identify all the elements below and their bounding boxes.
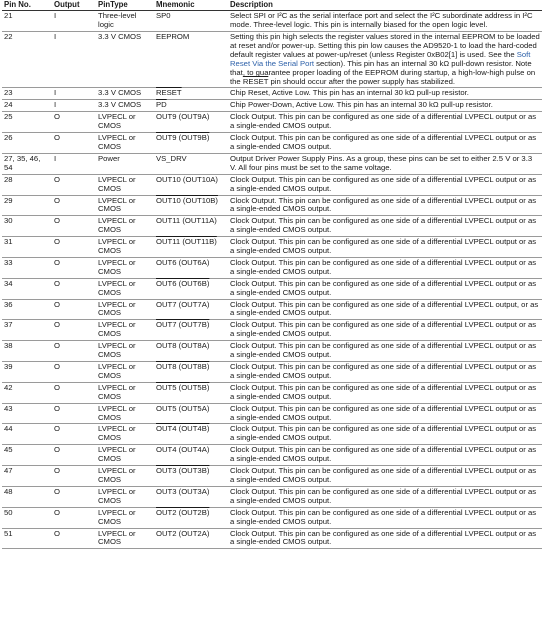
pin-type-cell: Power (96, 153, 154, 174)
pin-number-cell: 23 (2, 88, 52, 100)
description-text: Clock Output. This pin can be configured as one side of a differential LVPECL output, or as a single-ended CMOS output. (230, 299, 539, 318)
table-header-row (2, 0, 542, 11)
pin-type-cell: LVPECL or CMOS (96, 528, 154, 549)
description-cell (228, 445, 542, 466)
description-text: Select SPI or I²C as the serial interface port and select the I²C subordinate address in I²C mode. Three-level logic. This pin is internally biased for the open logic level. (230, 11, 533, 30)
description-text: Chip Power-Down, Active Low. This pin has an internal 30 kΩ pull-up resistor. (230, 100, 493, 110)
description-text: Clock Output. This pin can be configured as one side of a differential LVPECL output or as a single-ended CMOS output. (230, 528, 537, 547)
table-row (2, 320, 542, 341)
mnemonic-cell (154, 216, 228, 237)
mnemonic-cell (154, 507, 228, 528)
pin-type-cell: LVPECL or CMOS (96, 362, 154, 383)
description-text: Clock Output. This pin can be configured as one side of a differential LVPECL output or as a single-ended CMOS output. (230, 320, 537, 339)
mnemonic-text: OUT7 (OUT7B) (156, 320, 210, 330)
description-link[interactable]: Soft Reset Via the Serial Port (230, 49, 531, 68)
pin-number-cell: 22 (2, 32, 52, 88)
pin-number-cell: 47 (2, 466, 52, 487)
mnemonic-cell (154, 528, 228, 549)
description-cell (228, 11, 542, 32)
io-cell: I (52, 11, 96, 32)
pin-type-cell: LVPECL or CMOS (96, 195, 154, 216)
table-row (2, 153, 542, 174)
mnemonic-text: OUT3 (OUT3B) (156, 466, 210, 476)
mnemonic-cell (154, 341, 228, 362)
io-cell: O (52, 195, 96, 216)
pin-number-cell: 51 (2, 528, 52, 549)
mnemonic-text: OUT11 (OUT11A) (156, 216, 217, 226)
io-cell: O (52, 133, 96, 154)
description-cell (228, 216, 542, 237)
pin-type-cell: LVPECL or CMOS (96, 466, 154, 487)
description-text: Clock Output. This pin can be configured as one side of a differential LVPECL output or as a single-ended CMOS output. (230, 237, 537, 256)
table-row (2, 424, 542, 445)
pin-type-cell: LVPECL or CMOS (96, 445, 154, 466)
mnemonic-cell (154, 362, 228, 383)
table-row (2, 195, 542, 216)
header-io-bottom: Output (54, 0, 80, 9)
table-row (2, 112, 542, 133)
io-cell: O (52, 257, 96, 278)
description-text: Clock Output. This pin can be configured as one side of a differential LVPECL output or as a single-ended CMOS output. (230, 362, 537, 380)
table-row (2, 362, 542, 383)
description-text: Clock Output. This pin can be configured as one side of a differential LVPECL output or as a single-ended CMOS output. (230, 133, 537, 151)
description-cell (228, 299, 542, 320)
mnemonic-cell (154, 133, 228, 154)
pin-number-cell: 28 (2, 174, 52, 195)
table-row (2, 88, 542, 100)
mnemonic-cell (154, 424, 228, 445)
pin-type-cell: LVPECL or CMOS (96, 341, 154, 362)
pin-type-cell: Three-level logic (96, 11, 154, 32)
io-cell: O (52, 362, 96, 383)
mnemonic-cell (154, 88, 228, 100)
pin-type-cell: LVPECL or CMOS (96, 507, 154, 528)
pin-type-cell: 3.3 V CMOS (96, 32, 154, 88)
io-cell: I (52, 153, 96, 174)
description-cell (228, 507, 542, 528)
mnemonic-text: OUT4 (OUT4A) (156, 445, 210, 455)
description-text: Chip Reset, Active Low. This pin has an internal 30 kΩ pull-up resistor. (230, 88, 469, 98)
pin-type-cell: LVPECL or CMOS (96, 320, 154, 341)
mnemonic-cell (154, 299, 228, 320)
io-cell: O (52, 299, 96, 320)
pin-number-cell: 30 (2, 216, 52, 237)
io-cell: O (52, 403, 96, 424)
pin-number-cell: 38 (2, 341, 52, 362)
table-row (2, 32, 542, 88)
pin-type-cell: LVPECL or CMOS (96, 216, 154, 237)
pin-number-cell: 44 (2, 424, 52, 445)
mnemonic-text: OUT10 (OUT10B) (156, 195, 218, 205)
pin-number-cell: 39 (2, 362, 52, 383)
mnemonic-cell (154, 445, 228, 466)
pin-type-cell: 3.3 V CMOS (96, 100, 154, 112)
description-text: Clock Output. This pin can be configured as one side of a differential LVPECL output or as a single-ended CMOS output. (230, 424, 537, 443)
table-row (2, 341, 542, 362)
table-row (2, 486, 542, 507)
pin-type-cell: LVPECL or CMOS (96, 278, 154, 299)
description-text: Clock Output. This pin can be configured as one side of a differential LVPECL output or as a single-ended CMOS output. (230, 445, 537, 464)
mnemonic-cell (154, 112, 228, 133)
mnemonic-text: OUT7 (OUT7A) (156, 299, 210, 309)
io-cell: O (52, 528, 96, 549)
pin-type-cell: LVPECL or CMOS (96, 299, 154, 320)
pin-type-cell: LVPECL or CMOS (96, 237, 154, 258)
description-text-end: pin should occur after the power supply has stabilized. (268, 76, 456, 86)
description-cell (228, 528, 542, 549)
table-row (2, 507, 542, 528)
io-cell: I (52, 100, 96, 112)
header-description: Description (228, 0, 542, 11)
pin-number-cell: 34 (2, 278, 52, 299)
description-signal-name: RESET (242, 76, 269, 86)
description-text: Clock Output. This pin can be configured as one side of a differential LVPECL output or as a single-ended CMOS output. (230, 278, 537, 297)
table-row (2, 403, 542, 424)
pin-number-cell: 33 (2, 257, 52, 278)
io-cell: O (52, 112, 96, 133)
table-row (2, 382, 542, 403)
description-cell (228, 278, 542, 299)
table-row (2, 528, 542, 549)
description-cell (228, 174, 542, 195)
pin-type-cell: LVPECL or CMOS (96, 174, 154, 195)
pin-type-cell: LVPECL or CMOS (96, 424, 154, 445)
description-cell (228, 32, 542, 88)
table-row (2, 216, 542, 237)
mnemonic-cell (154, 195, 228, 216)
pin-number-cell: 27, 35, 46, 54 (2, 153, 52, 174)
mnemonic-cell (154, 403, 228, 424)
pin-number-cell: 45 (2, 445, 52, 466)
description-cell (228, 133, 542, 154)
io-cell: I (52, 32, 96, 88)
table-row (2, 133, 542, 154)
description-cell (228, 100, 542, 112)
pin-function-table (2, 0, 542, 549)
description-cell (228, 466, 542, 487)
io-cell: O (52, 341, 96, 362)
description-cell (228, 320, 542, 341)
mnemonic-text: EEPROM (156, 32, 190, 41)
io-cell: O (52, 445, 96, 466)
description-cell (228, 382, 542, 403)
mnemonic-text: OUT6 (OUT6A) (156, 257, 210, 267)
description-text: Clock Output. This pin can be configured as one side of a differential LVPECL output or as a single-ended CMOS output. (230, 257, 537, 276)
description-text: Clock Output. This pin can be configured as one side of a differential LVPECL output or as a single-ended CMOS output. (230, 174, 537, 193)
table-row (2, 466, 542, 487)
mnemonic-text: OUT8 (OUT8B) (156, 362, 210, 371)
pin-type-cell: LVPECL or CMOS (96, 403, 154, 424)
pin-number-cell: 21 (2, 11, 52, 32)
mnemonic-text: OUT3 (OUT3A) (156, 486, 210, 496)
table-row (2, 11, 542, 32)
mnemonic-text: $\overline{PD}$ (156, 100, 167, 110)
mnemonic-cell (154, 320, 228, 341)
mnemonic-text: OUT8 (OUT8A) (156, 341, 210, 351)
mnemonic-text: OUT9 (OUT9A) (156, 112, 210, 122)
mnemonic-cell (154, 486, 228, 507)
table-row (2, 299, 542, 320)
description-text: Clock Output. This pin can be configured as one side of a differential LVPECL output or as a single-ended CMOS output. (230, 403, 537, 422)
description-cell (228, 112, 542, 133)
mnemonic-cell (154, 174, 228, 195)
table-row (2, 237, 542, 258)
table-row (2, 174, 542, 195)
mnemonic-cell (154, 237, 228, 258)
mnemonic-text: OUT6 (OUT6B) (156, 278, 210, 288)
description-cell (228, 424, 542, 445)
pin-number-cell: 29 (2, 195, 52, 216)
description-text: Clock Output. This pin can be configured as one side of a differential LVPECL output or as a single-ended CMOS output. (230, 382, 537, 401)
mnemonic-cell (154, 32, 228, 88)
io-cell: O (52, 237, 96, 258)
description-text-cont: section). This pin has an internal 30 kΩ pull-down resistor. Note that, to guarantee proper loading of the EEPROM during startup, a high-low-high pulse on the (230, 58, 536, 86)
pin-number-cell: 37 (2, 320, 52, 341)
io-cell: O (52, 486, 96, 507)
description-text: Clock Output. This pin can be configured as one side of a differential LVPECL output or as a single-ended CMOS output. (230, 486, 537, 505)
description-cell (228, 403, 542, 424)
description-cell (228, 237, 542, 258)
description-cell (228, 88, 542, 100)
mnemonic-cell (154, 11, 228, 32)
mnemonic-text: SP0 (156, 11, 171, 21)
pin-type-cell: 3.3 V CMOS (96, 88, 154, 100)
io-cell: O (52, 278, 96, 299)
mnemonic-text: VS_DRV (156, 153, 187, 163)
pin-type-cell: LVPECL or CMOS (96, 133, 154, 154)
pin-number-cell: 42 (2, 382, 52, 403)
description-cell (228, 486, 542, 507)
description-text: Clock Output. This pin can be configured as one side of a differential LVPECL output or as a single-ended CMOS output. (230, 112, 537, 131)
description-text: Clock Output. This pin can be configured as one side of a differential LVPECL output or as a single-ended CMOS output. (230, 195, 537, 214)
io-cell: O (52, 424, 96, 445)
pin-number-cell: 31 (2, 237, 52, 258)
header-input-output (52, 0, 96, 11)
header-mnemonic: Mnemonic (154, 0, 228, 11)
mnemonic-text: OUT2 (OUT2A) (156, 528, 210, 538)
description-cell (228, 195, 542, 216)
mnemonic-text: OUT10 (OUT10A) (156, 174, 218, 184)
mnemonic-cell (154, 100, 228, 112)
io-cell: O (52, 174, 96, 195)
description-cell (228, 257, 542, 278)
pin-type-cell: LVPECL or CMOS (96, 486, 154, 507)
description-text: Clock Output. This pin can be configured as one side of a differential LVPECL output or as a single-ended CMOS output. (230, 507, 537, 526)
io-cell: O (52, 466, 96, 487)
description-text: Setting this pin high selects the register values stored in the internal EEPROM to be loaded at reset and/or power-up. Setting this pin low causes the AD9520-1 to load the hard-coded default register values at power-up/reset (unless Register 0xB02[1] is used. See the (230, 32, 540, 59)
pin-type-cell: LVPECL or CMOS (96, 112, 154, 133)
mnemonic-cell (154, 382, 228, 403)
mnemonic-text: RESET (156, 88, 182, 98)
pin-number-cell: 26 (2, 133, 52, 154)
table-row (2, 100, 542, 112)
mnemonic-cell (154, 278, 228, 299)
pin-number-cell: 50 (2, 507, 52, 528)
mnemonic-text: OUT5 (OUT5A) (156, 403, 210, 413)
pin-number-cell: 43 (2, 403, 52, 424)
description-text: Clock Output. This pin can be configured as one side of a differential LVPECL output or as a single-ended CMOS output. (230, 466, 537, 484)
description-cell (228, 362, 542, 383)
pin-number-cell: 48 (2, 486, 52, 507)
io-cell: O (52, 382, 96, 403)
table-row (2, 445, 542, 466)
description-text: Clock Output. This pin can be configured as one side of a differential LVPECL output or as a single-ended CMOS output. (230, 216, 537, 235)
header-pin-type: PinType (96, 0, 154, 11)
mnemonic-text: OUT9 (OUT9B) (156, 133, 210, 143)
pin-type-cell: LVPECL or CMOS (96, 382, 154, 403)
pin-number-cell: 24 (2, 100, 52, 112)
pin-number-cell: 36 (2, 299, 52, 320)
mnemonic-cell (154, 466, 228, 487)
description-text: Clock Output. This pin can be configured as one side of a differential LVPECL output or as a single-ended CMOS output. (230, 341, 537, 360)
description-cell (228, 341, 542, 362)
description-text: Output Driver Power Supply Pins. As a group, these pins can be set to either 2.5 V or 3.3 V. All four pins must be set to the same voltage. (230, 153, 533, 172)
io-cell: O (52, 507, 96, 528)
mnemonic-text: OUT4 (OUT4B) (156, 424, 210, 434)
io-cell: O (52, 320, 96, 341)
mnemonic-text: OUT2 (OUT2B) (156, 507, 210, 517)
mnemonic-text: OUT11 (OUT11B) (156, 237, 217, 247)
pin-number-cell: 25 (2, 112, 52, 133)
table-row (2, 278, 542, 299)
header-pin-no: Pin No. (2, 0, 52, 11)
pin-type-cell: LVPECL or CMOS (96, 257, 154, 278)
mnemonic-cell (154, 153, 228, 174)
mnemonic-text: OUT5 (OUT5B) (156, 382, 210, 392)
io-cell: I (52, 88, 96, 100)
mnemonic-cell (154, 257, 228, 278)
table-row (2, 257, 542, 278)
description-cell (228, 153, 542, 174)
io-cell: O (52, 216, 96, 237)
